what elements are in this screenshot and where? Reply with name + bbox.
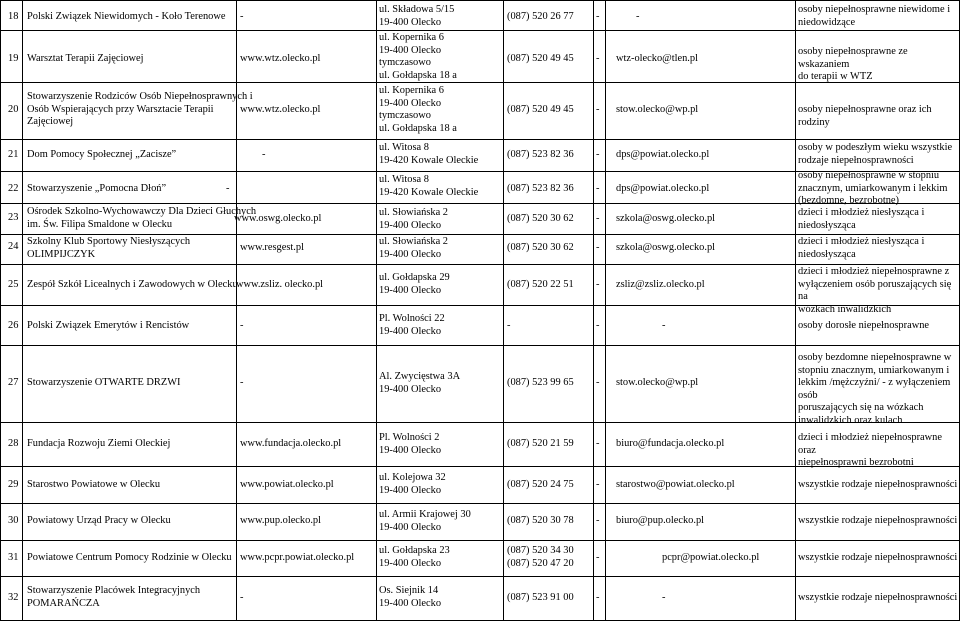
address: ul. Gołdapska 23 19-400 Olecko <box>379 545 450 569</box>
target-group: dzieci i młodzież niesłysząca i niedosłysząca <box>798 207 925 231</box>
row-divider <box>0 30 960 31</box>
row-number: 21 <box>8 149 19 160</box>
website[interactable]: www.powiat.olecko.pl <box>240 479 334 490</box>
phone: (087) 523 91 00 <box>507 592 574 603</box>
target-group: osoby w podeszłym wieku wszystkie rodzaje niepełnosprawności <box>798 142 953 166</box>
email[interactable]: starostwo@powiat.olecko.pl <box>616 479 735 490</box>
email: - <box>636 11 640 22</box>
phone: (087) 520 22 51 <box>507 279 574 290</box>
fax: - <box>596 183 600 194</box>
website[interactable]: www.resgest.pl <box>240 242 304 253</box>
address: Os. Siejnik 14 19-400 Olecko <box>379 585 442 609</box>
col-divider <box>605 0 606 621</box>
row-divider <box>0 345 960 346</box>
organization-name: Stowarzyszenie Rodziców Osób Niepełnosprawnych i Osób Wspierających przy Warsztacie Terapii Zajęciowej <box>27 91 253 128</box>
fax: - <box>596 377 600 388</box>
row-number: 31 <box>8 552 19 563</box>
row-number: 32 <box>8 592 19 603</box>
fax: - <box>596 149 600 160</box>
email: - <box>662 320 666 331</box>
website: - <box>240 11 244 22</box>
address: ul. Witosa 8 19-420 Kowale Oleckie <box>379 142 479 166</box>
col-divider <box>593 0 594 621</box>
target-group: wszystkie rodzaje niepełnosprawności <box>798 552 958 563</box>
row-divider <box>0 264 960 265</box>
phone: (087) 523 82 36 <box>507 149 574 160</box>
organization-name: Powiatowe Centrum Pomocy Rodzinie w Olecku <box>27 552 232 563</box>
row-number: 30 <box>8 515 19 526</box>
fax: - <box>596 592 600 603</box>
row-number: 22 <box>8 183 19 194</box>
website[interactable]: www.pup.olecko.pl <box>240 515 321 526</box>
row-divider <box>0 234 960 235</box>
website[interactable]: www.pcpr.powiat.olecko.pl <box>240 552 355 563</box>
row-number: 28 <box>8 438 19 449</box>
website: - <box>262 149 266 160</box>
address: ul. Kopernika 6 19-400 Olecko tymczasowo ul. Gołdapska 18 a <box>379 32 457 81</box>
phone: (087) 520 24 75 <box>507 479 574 490</box>
row-number: 23 <box>8 212 19 223</box>
website[interactable]: www.wtz.olecko.pl <box>240 104 321 115</box>
address: ul. Kopernika 6 19-400 Olecko tymczasowo ul. Gołdapska 18 a <box>379 85 457 134</box>
organization-name: Stowarzyszenie Placówek Integracyjnych POMARAŃCZA <box>27 585 201 609</box>
fax: - <box>596 479 600 490</box>
website: - <box>226 183 230 194</box>
row-divider <box>0 503 960 504</box>
phone: (087) 520 30 62 <box>507 213 574 224</box>
organization-name: Stowarzyszenie „Pomocna Dłoń” <box>27 183 167 194</box>
target-group: dzieci i młodzież niepełnosprawne oraz niepełnosprawni bezrobotni <box>798 432 942 469</box>
fax: - <box>596 515 600 526</box>
email[interactable]: szkola@oswg.olecko.pl <box>616 213 716 224</box>
phone: (087) 520 30 62 <box>507 242 574 253</box>
col-divider <box>503 0 504 621</box>
phone: (087) 520 26 77 <box>507 11 574 22</box>
fax: - <box>596 552 600 563</box>
organization-name: Dom Pomocy Społecznej „Zacisze” <box>27 149 177 160</box>
email: - <box>662 592 666 603</box>
website: - <box>240 377 244 388</box>
phone: (087) 523 99 65 <box>507 377 574 388</box>
address: Pl. Wolności 22 19-400 Olecko <box>379 313 445 337</box>
row-number: 29 <box>8 479 19 490</box>
fax: - <box>596 104 600 115</box>
target-group: osoby niepełnosprawne ze wskazaniem do terapii w WTZ <box>798 46 908 83</box>
email[interactable]: szkola@oswg.olecko.pl <box>616 242 716 253</box>
address: ul. Słowiańska 2 19-400 Olecko <box>379 236 448 260</box>
fax: - <box>596 213 600 224</box>
row-number: 26 <box>8 320 19 331</box>
address: Pl. Wolności 2 19-400 Olecko <box>379 432 442 456</box>
website[interactable]: www.wtz.olecko.pl <box>240 53 321 64</box>
organization-name: Stowarzyszenie OTWARTE DRZWI <box>27 377 181 388</box>
email[interactable]: wtz-olecko@tlen.pl <box>616 53 698 64</box>
phone: (087) 520 49 45 <box>507 53 574 64</box>
fax: - <box>596 279 600 290</box>
row-number: 19 <box>8 53 19 64</box>
organization-name: Fundacja Rozwoju Ziemi Oleckiej <box>27 438 171 449</box>
col-divider <box>376 0 377 621</box>
website[interactable]: www.oswg.olecko.pl <box>234 213 322 224</box>
phone: (087) 520 30 78 <box>507 515 574 526</box>
email[interactable]: zsliz@zsliz.olecko.pl <box>616 279 705 290</box>
row-number: 25 <box>8 279 19 290</box>
row-divider <box>0 0 960 1</box>
organization-name: Polski Związek Emerytów i Rencistów <box>27 320 190 331</box>
organization-name: Szkolny Klub Sportowy Niesłyszących OLIMPIJCZYK <box>27 236 191 260</box>
phone: (087) 520 21 59 <box>507 438 574 449</box>
row-divider <box>0 576 960 577</box>
row-number: 20 <box>8 104 19 115</box>
target-group: dzieci i młodzież niesłysząca i niedosłysząca <box>798 236 925 260</box>
target-group: wszystkie rodzaje niepełnosprawności <box>798 592 958 603</box>
email[interactable]: stow.olecko@wp.pl <box>616 377 699 388</box>
row-number: 18 <box>8 11 19 22</box>
organization-name: Warsztat Terapii Zajęciowej <box>27 53 144 64</box>
target-group: osoby bezdomne niepełnosprawne w stopniu znacznym, umiarkowanym i lekkim /mężczyźni/ - z wyłączeniem osób poruszających się na wózkach inwalidzkich oraz kulach <box>798 352 952 426</box>
address: ul. Kolejowa 32 19-400 Olecko <box>379 472 446 496</box>
col-divider <box>795 0 796 621</box>
fax: - <box>596 438 600 449</box>
website[interactable]: www.zsliz. olecko.pl <box>236 279 324 290</box>
fax: - <box>596 242 600 253</box>
email[interactable]: dps@powiat.olecko.pl <box>616 183 710 194</box>
organization-name: Starostwo Powiatowe w Olecku <box>27 479 161 490</box>
target-group: osoby niepełnosprawne niewidome i niedowidzące <box>798 4 951 28</box>
row-number: 24 <box>8 241 19 252</box>
phone: (087) 520 49 45 <box>507 104 574 115</box>
col-divider <box>0 0 1 621</box>
email[interactable]: pcpr@powiat.olecko.pl <box>662 552 760 563</box>
phone: - <box>507 320 511 331</box>
row-divider <box>0 139 960 140</box>
row-divider <box>0 540 960 541</box>
email[interactable]: biuro@pup.olecko.pl <box>616 515 705 526</box>
address: ul. Witosa 8 19-420 Kowale Oleckie <box>379 174 479 198</box>
target-group: dzieci i młodzież niepełnosprawne z wyłączeniem osób poruszających się na wózkach inwalidzkich <box>798 266 952 315</box>
fax: - <box>596 320 600 331</box>
email[interactable]: dps@powiat.olecko.pl <box>616 149 710 160</box>
website: - <box>240 320 244 331</box>
organization-name: Ośrodek Szkolno-Wychowawczy Dla Dzieci Głuchych im. Św. Filipa Smaldone w Olecku <box>27 206 257 230</box>
address: ul. Słowiańska 2 19-400 Olecko <box>379 207 448 231</box>
phone: (087) 523 82 36 <box>507 183 574 194</box>
target-group: wszystkie rodzaje niepełnosprawności <box>798 515 958 526</box>
address: ul. Gołdapska 29 19-400 Olecko <box>379 272 450 296</box>
address: Al. Zwycięstwa 3A 19-400 Olecko <box>379 371 461 395</box>
website: - <box>240 592 244 603</box>
phone: (087) 520 34 30 (087) 520 47 20 <box>507 545 574 569</box>
address: ul. Składowa 5/15 19-400 Olecko <box>379 4 455 28</box>
email[interactable]: biuro@fundacja.olecko.pl <box>616 438 725 449</box>
organization-name: Powiatowy Urząd Pracy w Olecku <box>27 515 171 526</box>
organization-name: Zespół Szkół Licealnych i Zawodowych w Olecku <box>27 279 238 290</box>
target-group: osoby niepełnosprawne oraz ich rodziny <box>798 104 932 128</box>
fax: - <box>596 11 600 22</box>
target-group: wszystkie rodzaje niepełnosprawności <box>798 479 958 490</box>
website[interactable]: www.fundacja.olecko.pl <box>240 438 342 449</box>
email[interactable]: stow.olecko@wp.pl <box>616 104 699 115</box>
address: ul. Armii Krajowej 30 19-400 Olecko <box>379 509 471 533</box>
organization-name: Polski Związek Niewidomych - Koło Terenowe <box>27 11 226 22</box>
target-group: osoby dorosłe niepełnosprawne <box>798 320 930 331</box>
fax: - <box>596 53 600 64</box>
col-divider <box>22 0 23 621</box>
row-number: 27 <box>8 377 19 388</box>
target-group: osoby niepełnosprawne w stopniu znacznym, umiarkowanym i lekkim (bezdomne, bezrobotne) <box>798 170 948 207</box>
